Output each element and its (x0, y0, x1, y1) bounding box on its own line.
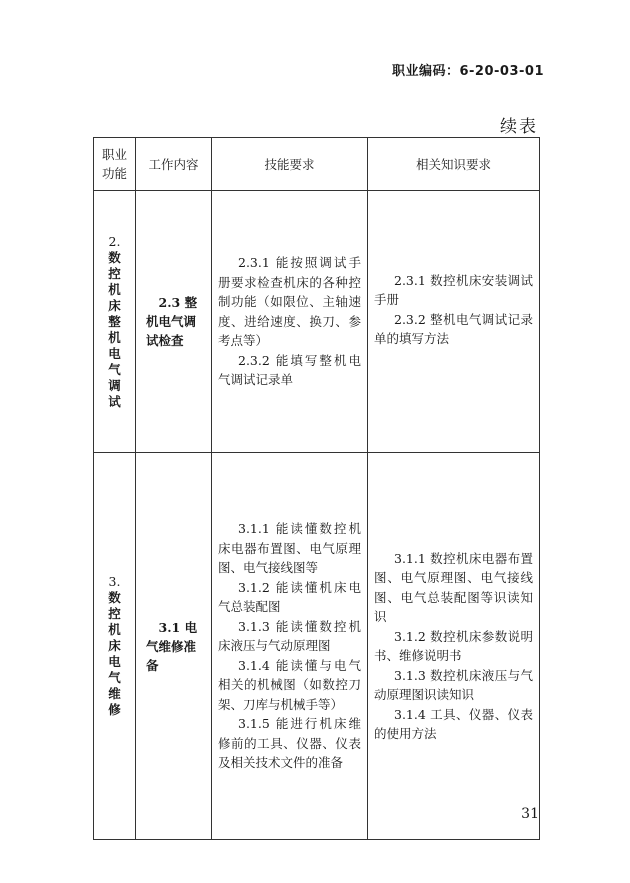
skill-item: 3.1.5 能进行机床维修前的工具、仪器、仪表及相关技术文件的准备 (218, 716, 361, 771)
knowledge-item: 2.3.2 整机电气调试记录单的填写方法 (374, 311, 533, 346)
skill-item: 3.1.2 能读懂机床电气总装配图 (218, 579, 361, 615)
work-content: 2.3 整机电气调试检查 (146, 295, 198, 348)
function-number: 3. (108, 574, 121, 589)
skill-item: 3.1.4 能读懂与电气相关的机械图（如数控刀架、刀库与机械手等） (218, 657, 361, 712)
work-content: 3.1 电气维修准备 (146, 619, 198, 673)
knowledge-item: 2.3.1 数控机床安装调试手册 (374, 272, 533, 307)
header-knowledge: 相关知识要求 (368, 138, 540, 191)
skill-item: 2.3.2 能填写整机电气调试记录单 (218, 352, 361, 388)
function-number: 2. (108, 233, 121, 249)
occupation-code: 职业编码：6-20-03-01 (391, 64, 544, 79)
knowledge-item: 3.1.3 数控机床液压与气动原理图识读知识 (374, 667, 533, 702)
skill-item: 3.1.1 能读懂数控机床电器布置图、电气原理图、电气接线图等 (218, 521, 361, 576)
work-content-cell (136, 191, 212, 453)
function-cell (94, 191, 136, 453)
skill-item: 2.3.1 能按照调试手册要求检查机床的各种控制功能（如限位、主轴速度、进给速度、换刀、参考点等） (218, 255, 361, 349)
skills-cell (212, 191, 368, 453)
skills-table (93, 137, 540, 840)
table-row (94, 191, 540, 453)
table-header-row (94, 138, 540, 191)
function-title: 数控机床电气维修 (108, 590, 121, 717)
work-content-cell (136, 453, 212, 840)
header-function: 职业 功能 (94, 138, 136, 191)
function-cell (94, 453, 136, 840)
header-skills: 技能要求 (212, 138, 368, 191)
knowledge-cell (368, 453, 540, 840)
knowledge-item: 3.1.2 数控机床参数说明书、维修说明书 (374, 628, 533, 663)
continued-label: 续表 (500, 117, 538, 137)
knowledge-item: 3.1.1 数控机床电器布置图、电气原理图、电气接线图、电气总装配图等识读知识 (374, 550, 533, 624)
knowledge-cell (368, 191, 540, 453)
header-content: 工作内容 (136, 138, 212, 191)
skill-item: 3.1.3 能读懂数控机床液压与气动原理图 (218, 618, 361, 654)
table-row (94, 453, 540, 840)
skills-cell (212, 453, 368, 840)
knowledge-item: 3.1.4 工具、仪器、仪表的使用方法 (374, 706, 533, 741)
page-number: 31 (521, 806, 539, 822)
function-title: 数控机床整机电气调试 (108, 249, 121, 409)
